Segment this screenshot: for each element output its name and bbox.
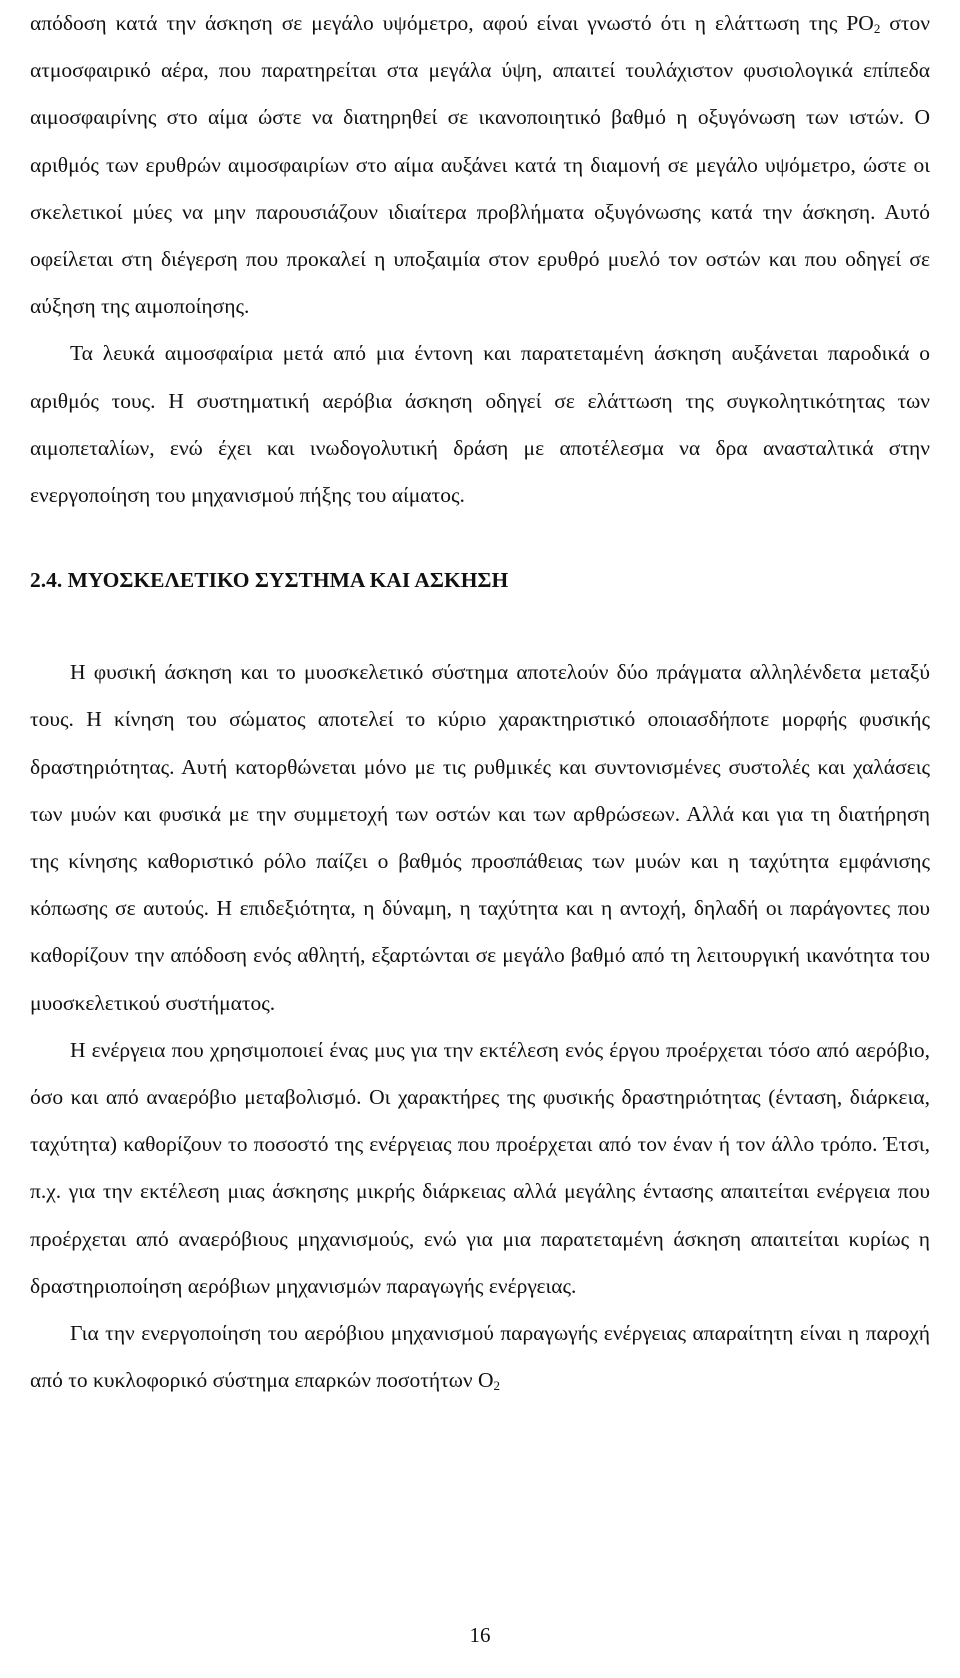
paragraph — [30, 1027, 930, 1310]
subscript: 2 — [493, 1378, 501, 1394]
spacer — [30, 604, 930, 649]
document-page — [30, 0, 930, 1404]
section-heading: 2.4. ΜΥΟΣΚΕΛΕΤΙΚΟ ΣΥΣΤΗΜΑ ΚΑΙ ΑΣΚΗΣΗ — [30, 568, 509, 593]
subscript: 2 — [873, 21, 881, 36]
paragraph — [30, 330, 930, 519]
paragraph-text: Η φυσική άσκηση και το μυοσκελετικό σύστημα αποτελούν δύο πράγματα αλληλένδετα μεταξύ τους. Η κίνηση του σώματος αποτελεί το κύριο χαρακτηριστικό οποιασδήποτε μορφής φυσικής δραστηριότητας. Αυτή κατορθώνεται μόνο με τις ρυθμικές και συντονισμένες συστολές και χαλάσεις των μυών και φυσικά με την συμμετοχή των οστών και των αρθρώσεων. Αλλά και για τη διατήρηση της κίνησης καθοριστικό ρόλο παίζει ο βαθμός προσπάθειας των μυών και η ταχύτητα εμφάνισης κόπωσης σε αυτούς. Η επιδεξιότητα, η δύναμη, η ταχύτητα και η αντοχή, δηλαδή οι παράγοντες που καθορίζουν την απόδοση ενός αθλητή, εξαρτώνται σε μεγάλο βαθμό από τη λειτουργική ικανότητα του μυοσκελετικού συστήματος. — [30, 660, 930, 1015]
paragraph-text: Για την ενεργοποίηση του αερόβιου μηχανισμού παραγωγής ενέργειας απαραίτητη είναι η παροχή από το κυκλοφορικό σύστημα επαρκών ποσοτήτων O — [30, 1321, 930, 1393]
paragraph — [30, 1310, 930, 1404]
paragraph-text: στον ατμοσφαιρικό αέρα, που παρατηρείται στα μεγάλα ύψη, απαιτεί τουλάχιστον φυσιολογικά επίπεδα αιμοσφαιρίνης στο αίμα ώστε να διατηρηθεί σε ικανοποιητικό βαθμό η οξυγόνωση των ιστών. Ο αριθμός των ερυθρών αιμοσφαιρίων στο αίμα αυξάνει κατά τη διαμονή σε μεγάλο υψόμετρο, ώστε οι σκελετικοί μύες να μην παρουσιάζουν ιδιαίτερα προβλήματα οξυγόνωσης κατά την άσκηση. Αυτό οφείλεται στη διέγερση που προκαλεί η υποξαιμία στον ερυθρό μυελό τον οστών και που οδηγεί σε αύξηση της αιμοποίησης. — [30, 11, 930, 319]
page-number: 16 — [469, 1623, 491, 1647]
paragraph — [30, 0, 930, 330]
paragraph — [30, 649, 930, 1027]
paragraph-text: Η ενέργεια που χρησιμοποιεί ένας μυς για την εκτέλεση ενός έργου προέρχεται τόσο από αερόβιο, όσο και από αναερόβιο μεταβολισμό. Οι χαρακτήρες της φυσικής δραστηριότητας (ένταση, διάρκεια, ταχύτητα) καθορίζουν το ποσοστό της ενέργειας που προέρχεται από τον έναν ή τον άλλο τρόπο. Έτσι, π.χ. για την εκτέλεση μιας άσκησης μικρής διάρκειας αλλά μεγάλης έντασης απαιτείται ενέργεια που προέρχεται από αναερόβιους μηχανισμούς, ενώ για μια παρατεταμένη άσκηση απαιτείται κυρίως η δραστηριοποίηση αερόβιων μηχανισμών παραγωγής ενέργειας. — [30, 1037, 930, 1298]
paragraph-text: απόδοση κατά την άσκηση σε μεγάλο υψόμετρο, αφού είναι γνωστό ότι η ελάττωση της PO — [30, 11, 874, 35]
paragraph-text: Τα λευκά αιμοσφαίρια μετά από μια έντονη και παρατεταμένη άσκηση αυξάνεται παροδικά ο αριθμός τους. Η συστηματική αερόβια άσκηση οδηγεί σε ελάττωση της συγκολητικότητας των αιμοπεταλίων, ενώ έχει και ινωδογολυτική δράση με αποτέλεσμα να δρα ανασταλτικά στην ενεργοποίηση του μηχανισμού πήξης του αίματος. — [30, 341, 930, 508]
